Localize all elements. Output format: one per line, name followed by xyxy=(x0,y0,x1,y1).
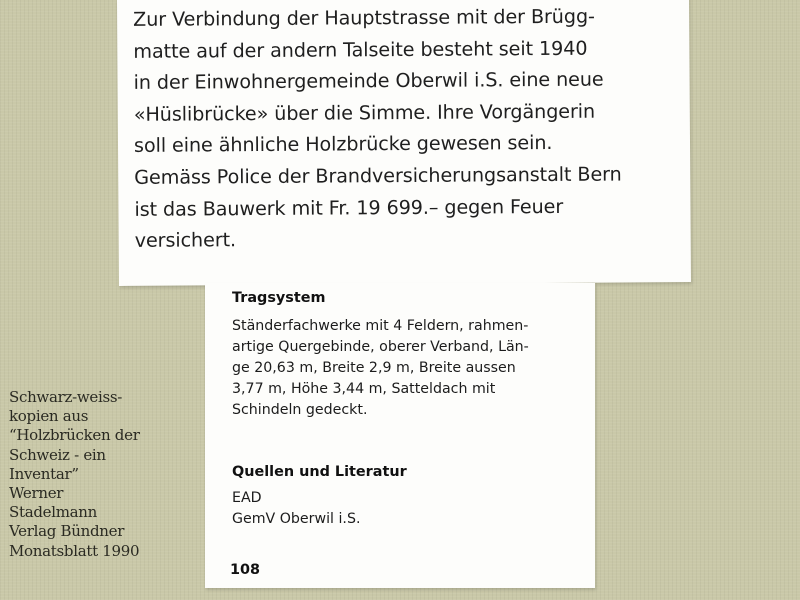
quellen-heading: Quellen und Literatur xyxy=(232,464,407,480)
tragsystem-line: artige Quergebinde, oberer Verband, Län- xyxy=(232,339,529,355)
quellen-line: EAD xyxy=(232,490,262,506)
article-line: ist das Bauwerk mit Fr. 19 699.– gegen Feuer xyxy=(134,194,564,221)
caption-line: kopien aus xyxy=(9,407,89,426)
caption-line: Schwarz-weiss- xyxy=(9,388,123,406)
article-line: Gemäss Police der Brandversicherungsanstalt Bern xyxy=(134,162,622,189)
article-line: soll eine ähnliche Holzbrücke gewesen sein. xyxy=(133,131,553,158)
page-number: 108 xyxy=(230,562,261,578)
article-line: in der Einwohnergemeinde Oberwil i.S. eine neue xyxy=(133,67,604,95)
caption-line: Werner xyxy=(9,484,64,503)
article-clipping xyxy=(117,0,691,286)
tragsystem-heading: Tragsystem xyxy=(232,290,326,306)
tragsystem-line: Ständerfachwerke mit 4 Feldern, rahmen- xyxy=(232,318,529,334)
caption-line: Stadelmann xyxy=(9,503,98,522)
quellen-line: GemV Oberwil i.S. xyxy=(232,511,361,527)
caption-line: Schweiz - ein xyxy=(9,445,106,464)
tragsystem-line: Schindeln gedeckt. xyxy=(232,402,368,418)
tragsystem-text xyxy=(232,316,582,421)
quellen-text xyxy=(232,488,582,530)
caption-line: Inventar” xyxy=(9,464,79,483)
caption-line: “Holzbrücken der xyxy=(9,426,140,445)
caption-line: Verlag Bündner xyxy=(9,522,125,541)
details-clipping xyxy=(205,283,595,588)
article-line: matte auf der andern Talseite besteht seit 1940 xyxy=(133,36,588,63)
article-line: «Hüslibrücke» über die Simme. Ihre Vorgängerin xyxy=(133,99,596,126)
caption-line: Monatsblatt 1990 xyxy=(9,541,140,560)
tragsystem-line: 3,77 m, Höhe 3,44 m, Satteldach mit xyxy=(232,381,496,397)
article-line: versichert. xyxy=(134,228,237,253)
article-paragraph xyxy=(133,0,687,257)
tragsystem-line: ge 20,63 m, Breite 2,9 m, Breite aussen xyxy=(232,360,516,376)
source-caption xyxy=(9,388,189,561)
article-line: Zur Verbindung der Hauptstrasse mit der Brügg- xyxy=(133,4,595,31)
